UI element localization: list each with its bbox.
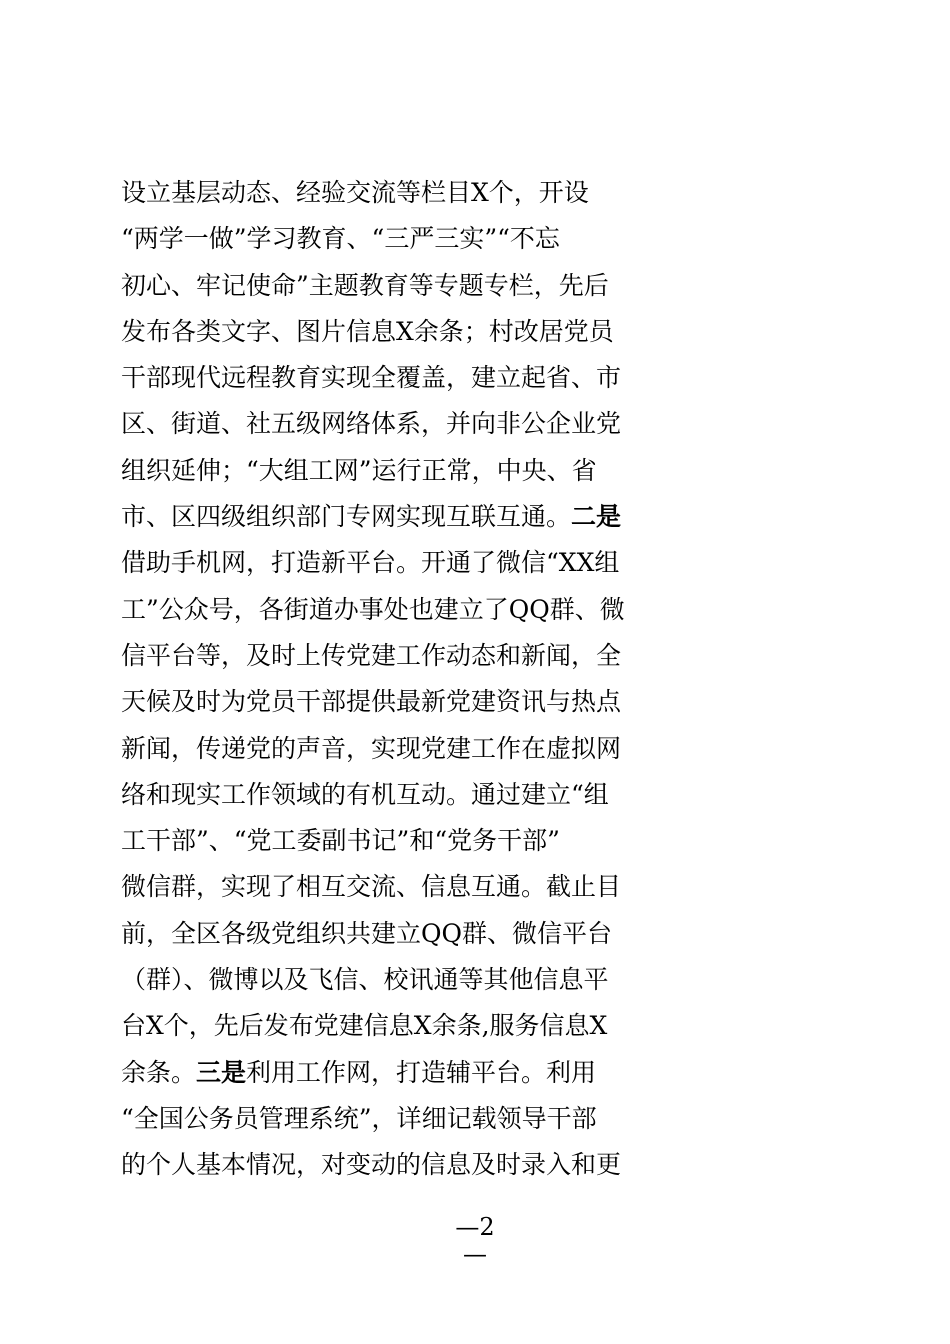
text-line [121, 587, 811, 633]
text-line [121, 1142, 811, 1188]
text-run: 天候及时为党员干部提供最新党建资讯与热点 [121, 687, 622, 717]
text-line [121, 540, 811, 586]
text-line [121, 494, 811, 540]
body-paragraph [121, 170, 811, 1189]
text-run: 借助手机网，打造新平台。开通了微信“XX组 [121, 548, 620, 578]
text-line [121, 309, 811, 355]
text-line [121, 1096, 811, 1142]
text-run: 初心、牢记使命”主题教育等专题专栏，先后 [121, 270, 609, 300]
text-run: 信平台等，及时上传党建工作动态和新闻，全 [121, 640, 622, 670]
text-run: 区、街道、社五级网络体系，并向非公企业党 [121, 409, 622, 439]
text-line [121, 772, 811, 818]
text-line [121, 263, 811, 309]
text-run: 市、区四级组织部门专网实现互联互通。 [121, 502, 572, 532]
text-line [121, 448, 811, 494]
text-line [121, 170, 811, 216]
text-run: 前，全区各级党组织共建立QQ群、微信平台 [121, 918, 612, 948]
text-line [121, 957, 811, 1003]
text-run: “两学一做”学习教育、“三严三实”“不忘 [121, 224, 560, 254]
text-run: 的个人基本情况，对变动的信息及时录入和更 [121, 1150, 622, 1180]
text-line [121, 911, 811, 957]
text-line [121, 633, 811, 679]
text-line [121, 1050, 811, 1096]
text-line [121, 1003, 811, 1049]
page-number-dash: — [463, 1240, 487, 1268]
text-line [121, 818, 811, 864]
text-run: 设立基层动态、经验交流等栏目X个，开设 [121, 178, 589, 207]
text-run: （群）、微博以及飞信、校讯通等其他信息平 [121, 965, 609, 995]
text-run: 新闻，传递党的声音，实现党建工作在虚拟网 [121, 733, 622, 763]
page-number: —2 [455, 1213, 495, 1241]
text-line [121, 679, 811, 725]
text-line [121, 216, 811, 262]
text-run: 微信群，实现了相互交流、信息互通。截止目 [121, 872, 622, 902]
text-line [121, 864, 811, 910]
text-run: 组织延伸；“大组工网”运行正常，中央、省 [121, 455, 597, 485]
text-run: “全国公务员管理系统”，详细记载领导干部 [121, 1103, 597, 1133]
text-run: 工干部”、“党工委副书记”和“党务干部” [121, 826, 560, 856]
text-run: 台X个，先后发布党建信息X余条,服务信息X [121, 1011, 608, 1041]
text-line [121, 355, 811, 401]
text-line [121, 726, 811, 772]
bold-keyword: 三是 [196, 1057, 247, 1087]
text-run: 发布各类文字、图片信息X余条；村改居党员 [121, 316, 614, 346]
text-line [121, 401, 811, 447]
text-run: 络和现实工作领域的有机互动。通过建立“组 [121, 779, 609, 809]
text-run: 工”公众号，各街道办事处也建立了QQ群、微 [121, 594, 625, 624]
text-run: 余条。 [121, 1057, 197, 1087]
text-run: 利用工作网，打造辅平台。利用 [246, 1057, 597, 1087]
text-run: 干部现代远程教育实现全覆盖，建立起省、市 [121, 363, 622, 393]
bold-keyword: 二是 [571, 502, 622, 532]
